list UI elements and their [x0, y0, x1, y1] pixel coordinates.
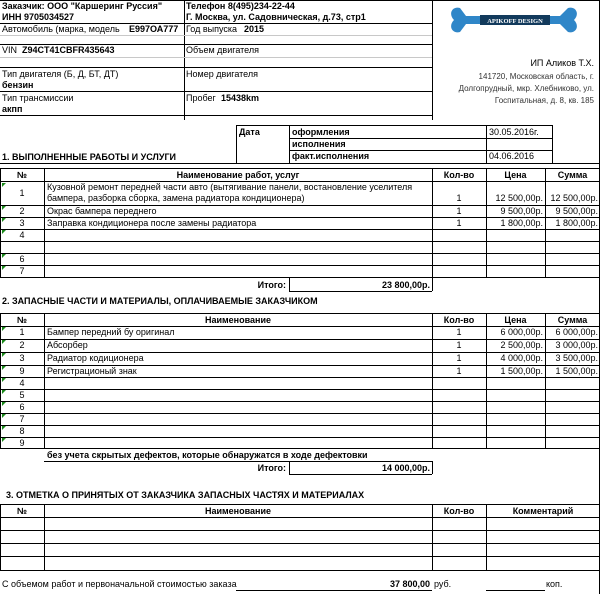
- table-row-num: 6: [19, 402, 25, 412]
- footer-label: С объемом работ и первоначальной стоимостью заказа: [2, 579, 237, 589]
- table-row-name: Окрас бампера переднего: [47, 206, 157, 216]
- table-row-sum: 9 500,00р.: [555, 206, 598, 216]
- table-row-sum: 3 500,00р.: [555, 353, 598, 363]
- s1-col-name: Наименование работ, услуг: [176, 170, 300, 180]
- s3-col-comment: Комментарий: [512, 506, 574, 516]
- company-name: ИП Аликов Т.Х.: [530, 58, 594, 68]
- dates-label: Дата: [239, 127, 260, 137]
- table-row-name: Регистрационый знак: [47, 366, 137, 376]
- table-row-name: Бампер передний бу оригинал: [47, 327, 175, 337]
- table-row-num: 2: [19, 206, 25, 216]
- s2-col-name: Наименование: [204, 315, 272, 325]
- table-row-num: 7: [19, 266, 25, 276]
- year-value: 2015: [244, 24, 265, 34]
- table-row-name: Абсорбер: [47, 340, 88, 350]
- date-actual-value: 04.06.2016: [489, 151, 535, 161]
- table-row-qty: 1: [456, 340, 462, 350]
- table-row-num: 5: [19, 390, 25, 400]
- engine-type-value: бензин: [2, 80, 34, 90]
- customer-inn: ИНН 9705034527: [2, 12, 75, 22]
- table-row-price: 4 000,00р.: [500, 353, 543, 363]
- table-row-qty: 1: [456, 193, 462, 203]
- year-label: Год выпуска: [186, 24, 237, 34]
- transmission-value: акпп: [2, 104, 23, 114]
- engine-number-label: Номер двигателя: [186, 69, 259, 79]
- s2-col-price: Цена: [504, 315, 527, 325]
- section1-title: 1. ВЫПОЛНЕННЫЕ РАБОТЫ И УСЛУГИ: [2, 152, 177, 162]
- table-row-price: 9 500,00р.: [500, 206, 543, 216]
- s1-col-qty: Кол-во: [443, 170, 475, 180]
- engine-volume-label: Объем двигателя: [186, 45, 259, 55]
- footer-total-value: 37 800,00: [389, 579, 430, 589]
- table-row-sum: 3 000,00р.: [555, 340, 598, 350]
- mileage-value: 15438km: [221, 93, 260, 103]
- logo-text: APIKOFF DESIGN: [487, 18, 543, 25]
- s3-col-name: Наименование: [204, 506, 272, 516]
- table-row-num: 1: [19, 327, 25, 337]
- vin-value: Z94CT41CBFR435643: [22, 45, 115, 55]
- table-row-num: 6: [19, 254, 25, 264]
- date-execution-label: исполнения: [292, 139, 346, 149]
- s2-note: без учета скрытых дефектов, которые обнаружатся в ходе дефектовки: [47, 450, 368, 460]
- table-row-sum: 12 500,00р.: [550, 193, 598, 203]
- car-model-label: Автомобиль (марка, модель: [2, 24, 120, 34]
- car-model-value: Е997ОА777: [129, 24, 179, 34]
- s1-col-num: №: [16, 170, 28, 180]
- contact-phone: Телефон 8(495)234-22-44: [186, 1, 295, 11]
- transmission-label: Тип трансмиссии: [2, 93, 74, 103]
- table-row-name: Радиатор кодиционера: [47, 353, 144, 363]
- table-row-num: 8: [19, 426, 25, 436]
- company-address-3: Госпитальная, д. 8, кв. 185: [494, 96, 594, 105]
- table-row-num: 4: [19, 378, 25, 388]
- table-row-name-cont: бампера, разборка сборка, замена радиатора кондиционера): [47, 193, 305, 203]
- customer-name: Заказчик: ООО "Каршеринг Руссия": [2, 1, 163, 11]
- table-row-num: 3: [19, 218, 25, 228]
- s3-col-qty: Кол-во: [443, 506, 475, 516]
- date-created-value: 30.05.2016г.: [489, 127, 539, 137]
- table-row-name: Кузовной ремонт передней части авто (вытягивание панели, востановление уселителя: [47, 182, 413, 192]
- company-address-1: 141720, Московская область, г.: [478, 72, 594, 81]
- company-logo: [440, 2, 590, 58]
- mileage-label: Пробег: [186, 93, 216, 103]
- s1-total-value: 23 800,00р.: [381, 280, 430, 290]
- table-row-price: 1 800,00р.: [500, 218, 543, 228]
- s1-col-sum: Сумма: [557, 170, 588, 180]
- table-row-num: 4: [19, 230, 25, 240]
- table-row-qty: 1: [456, 366, 462, 376]
- s2-total-value: 14 000,00р.: [381, 463, 430, 473]
- s2-col-qty: Кол-во: [443, 315, 475, 325]
- date-created-label: оформления: [292, 127, 350, 137]
- footer-kop: коп.: [546, 579, 563, 589]
- section3-title: 3. ОТМЕТКА О ПРИНЯТЫХ ОТ ЗАКАЗЧИКА ЗАПАСНЫХ ЧАСТЯХ И МАТЕРИАЛАХ: [6, 490, 365, 500]
- table-row-sum: 1 800,00р.: [555, 218, 598, 228]
- contact-address: Г. Москва, ул. Садовническая, д.73, стр1: [186, 12, 366, 22]
- table-row-num: 9: [19, 438, 25, 448]
- table-row-num: 2: [19, 340, 25, 350]
- s1-total-label: Итого:: [257, 280, 286, 290]
- company-address-2: Долгопрудный, мкр. Хлебниково, ул.: [458, 84, 594, 93]
- engine-type-label: Тип двигателя (Б, Д, БТ, ДТ): [2, 69, 119, 79]
- table-row-sum: 6 000,00р.: [555, 327, 598, 337]
- table-row-price: 1 500,00р.: [500, 366, 543, 376]
- table-row-num: 9: [19, 366, 25, 376]
- table-row-num: 1: [19, 188, 25, 198]
- table-row-name: Заправка кондиционера после замены радиатора: [47, 218, 257, 228]
- table-row-price: 2 500,00р.: [500, 340, 543, 350]
- s2-col-num: №: [16, 315, 28, 325]
- table-row-qty: 1: [456, 218, 462, 228]
- table-row-qty: 1: [456, 353, 462, 363]
- table-row-qty: 1: [456, 327, 462, 337]
- table-row-price: 6 000,00р.: [500, 327, 543, 337]
- table-row-price: 12 500,00р.: [495, 193, 543, 203]
- footer-currency: руб.: [434, 579, 452, 589]
- s3-col-num: №: [16, 506, 28, 516]
- s2-total-label: Итого:: [257, 463, 286, 473]
- table-row-qty: 1: [456, 206, 462, 216]
- s2-col-sum: Сумма: [557, 315, 588, 325]
- s1-col-price: Цена: [504, 170, 527, 180]
- table-row-num: 3: [19, 353, 25, 363]
- section2-title: 2. ЗАПАСНЫЕ ЧАСТИ И МАТЕРИАЛЫ, ОПЛАЧИВАЕМЫЕ ЗАКАЗЧИКОМ: [2, 296, 318, 306]
- vin-label: VIN: [2, 45, 18, 55]
- table-row-num: 7: [19, 414, 25, 424]
- table-row-sum: 1 500,00р.: [555, 366, 598, 376]
- date-actual-label: факт.исполнения: [292, 151, 370, 161]
